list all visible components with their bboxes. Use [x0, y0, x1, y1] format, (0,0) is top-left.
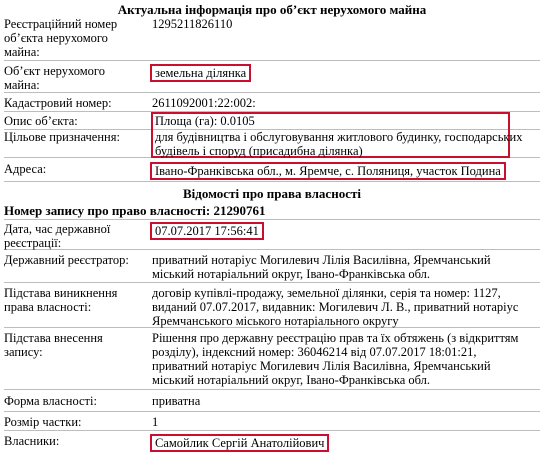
- value-cadastral: 2611092001:22:002:: [152, 96, 256, 110]
- row-purpose: [4, 130, 540, 158]
- row-description: [4, 112, 540, 130]
- highlight-object-type: земельна ділянка: [150, 64, 251, 82]
- row-share: [4, 412, 540, 431]
- label-object-type: Об’єкт нерухомого майна:: [4, 64, 105, 92]
- row-object-type: [4, 61, 540, 93]
- section-title-object: Актуальна інформація про об’єкт нерухомого майна: [117, 2, 427, 17]
- highlight-address: Івано-Франківська обл., м. Яремче, с. Поляниця, участок Подина: [150, 162, 506, 180]
- row-reg-date: [4, 220, 540, 250]
- row-entry-basis: [4, 328, 540, 390]
- value-basis: договір купівлі-продажу, земельної ділянки, серія та номер: 1127, виданий 07.07.2017, видавник: Могилевич Л. В., приватний нотаріус Яремчанського міського нотаріального округу: [152, 286, 519, 328]
- row-basis: [4, 283, 540, 328]
- label-entry-basis: Підстава внесення запису:: [4, 331, 103, 359]
- label-owners: Власники:: [4, 434, 60, 448]
- row-registrar: [4, 250, 540, 283]
- record-number: Номер запису про право власності: 21290761: [4, 203, 540, 220]
- row-address: [4, 158, 540, 182]
- label-reg-number: Реєстраційний номер об’єкта нерухомого майна:: [4, 17, 118, 59]
- label-share: Розмір частки:: [4, 415, 82, 429]
- label-basis: Підстава виникнення права власності:: [4, 286, 118, 314]
- highlight-reg-date: 07.07.2017 17:56:41: [150, 222, 264, 240]
- label-cadastral: Кадастровий номер:: [4, 96, 112, 110]
- value-purpose: для будівництва і обслуговування житлового будинку, господарських будівель і споруд (присадибна ділянка): [155, 130, 523, 158]
- row-ownership-form: [4, 390, 540, 412]
- value-owners: [152, 434, 540, 452]
- row-reg-number: [4, 17, 540, 61]
- section-title-rights: Відомості про права власності: [183, 186, 361, 201]
- label-address: Адреса:: [4, 162, 47, 176]
- row-cadastral: [4, 93, 540, 112]
- value-description: Площа (га): 0.0105: [155, 114, 255, 128]
- label-reg-date: Дата, час державної реєстрації:: [4, 222, 111, 250]
- value-ownership-form: приватна: [152, 394, 201, 408]
- value-entry-basis: Рішення про державну реєстрацію прав та їх обтяжень (з відкриттям розділу), індексний номер: 36046214 від 07.07.2017 18:01:21, приватний нотаріус Могилевич Лілія Василівна, Яремчанський міський нотаріальний округ, Івано-Франківська обл.: [152, 331, 519, 387]
- value-object-type: [152, 64, 540, 82]
- label-purpose: Цільове призначення:: [4, 130, 120, 144]
- value-reg-number: 1295211826110: [152, 17, 233, 31]
- label-registrar: Державний реєстратор:: [4, 253, 129, 267]
- value-share: 1: [152, 415, 159, 429]
- label-ownership-form: Форма власності:: [4, 394, 97, 408]
- row-owners: [4, 431, 540, 455]
- document-page: [0, 2, 544, 470]
- highlight-owners: Самойлик Сергій Анатолійович: [150, 434, 329, 452]
- group-description-purpose: [4, 112, 540, 158]
- value-address: [152, 162, 540, 180]
- value-registrar: приватний нотаріус Могилевич Лілія Василівна, Яремчанський міський нотаріальний округ, Івано-Франківська обл.: [152, 253, 491, 281]
- value-reg-date: [152, 222, 540, 240]
- label-description: Опис об’єкта:: [4, 114, 78, 128]
